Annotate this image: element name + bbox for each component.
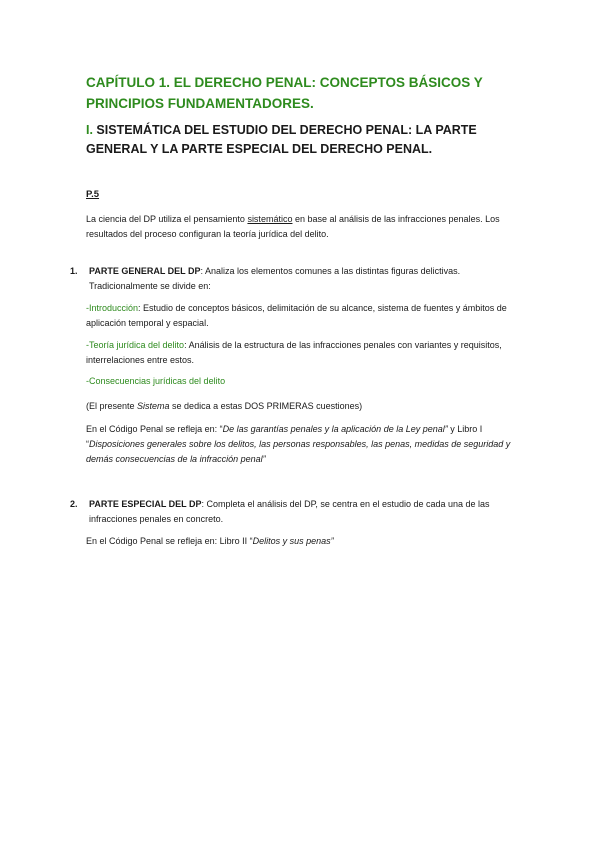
codigo1-italic-1: De las garantías penales y la aplicación de la Ley penal” <box>222 424 448 434</box>
section-title-text: SISTEMÁTICA DEL ESTUDIO DEL DERECHO PENAL: LA PARTE GENERAL Y LA PARTE ESPECIAL DEL DERECHO PENAL. <box>86 123 477 156</box>
item2-text: : Completa el análisis del DP, se centra en el estudio de cada una de las infracciones penales en concreto. <box>89 499 490 524</box>
codigo-paragraph-2 <box>86 534 516 549</box>
introduccion-label: -Introducción <box>86 303 139 313</box>
list-number-2: 2. <box>70 499 78 509</box>
introduccion-paragraph <box>86 301 516 331</box>
intro-text-end: en base al análisis de las infracciones penales. Los resultados del proceso configuran la teoría jurídica del delito. <box>86 214 500 239</box>
note-paragraph <box>86 399 516 414</box>
codigo1-text-start: En el Código Penal se refleja en: “ <box>86 424 223 434</box>
note-text-end: se dedica a estas DOS PRIMERAS cuestiones) <box>169 401 363 411</box>
teoria-label: -Teoría jurídica del delito <box>86 340 185 350</box>
list-number-1: 1. <box>70 266 78 276</box>
item1-text: : Analiza los elementos comunes a las distintas figuras delictivas. Tradicionalmente se divide en: <box>89 266 461 291</box>
codigo2-italic: Delitos y sus penas” <box>252 536 334 546</box>
section-title <box>86 121 516 159</box>
intro-underlined-word: sistemático <box>247 214 293 224</box>
teoria-text: : Análisis de la estructura de las infracciones penales con variantes y requisitos, interrelaciones entre estos. <box>86 340 502 365</box>
chapter-title: CAPÍTULO 1. EL DERECHO PENAL: CONCEPTOS BÁSICOS Y PRINCIPIOS FUNDAMENTADORES. <box>86 75 483 111</box>
section-number: I. <box>86 123 93 137</box>
item1-paragraph <box>89 264 517 294</box>
codigo2-text-start: En el Código Penal se refleja en: Libro II “ <box>86 536 253 546</box>
codigo-paragraph-1 <box>86 422 518 467</box>
item1-heading: PARTE GENERAL DEL DP <box>89 266 201 276</box>
item2-paragraph <box>89 497 515 527</box>
intro-text-start: La ciencia del DP utiliza el pensamiento <box>86 214 248 224</box>
consecuencias-label: -Consecuencias jurídicas del delito <box>86 376 226 386</box>
codigo1-italic-2: Disposiciones generales sobre los delitos, las personas responsables, las penas, medidas de seguridad y demás consecuencias de la infracción penal” <box>86 439 511 464</box>
note-italic: Sistema <box>137 401 170 411</box>
intro-paragraph <box>86 212 516 242</box>
teoria-paragraph <box>86 338 516 368</box>
codigo1-text-mid: y Libro I “ <box>86 424 483 449</box>
note-text-start: (El presente <box>86 401 138 411</box>
page-reference: P.5 <box>86 189 100 200</box>
item2-heading: PARTE ESPECIAL DEL DP <box>89 499 202 509</box>
introduccion-text: : Estudio de conceptos básicos, delimitación de su alcance, sistema de fuentes y ámbitos de aplicación temporal y espacial. <box>86 303 507 328</box>
